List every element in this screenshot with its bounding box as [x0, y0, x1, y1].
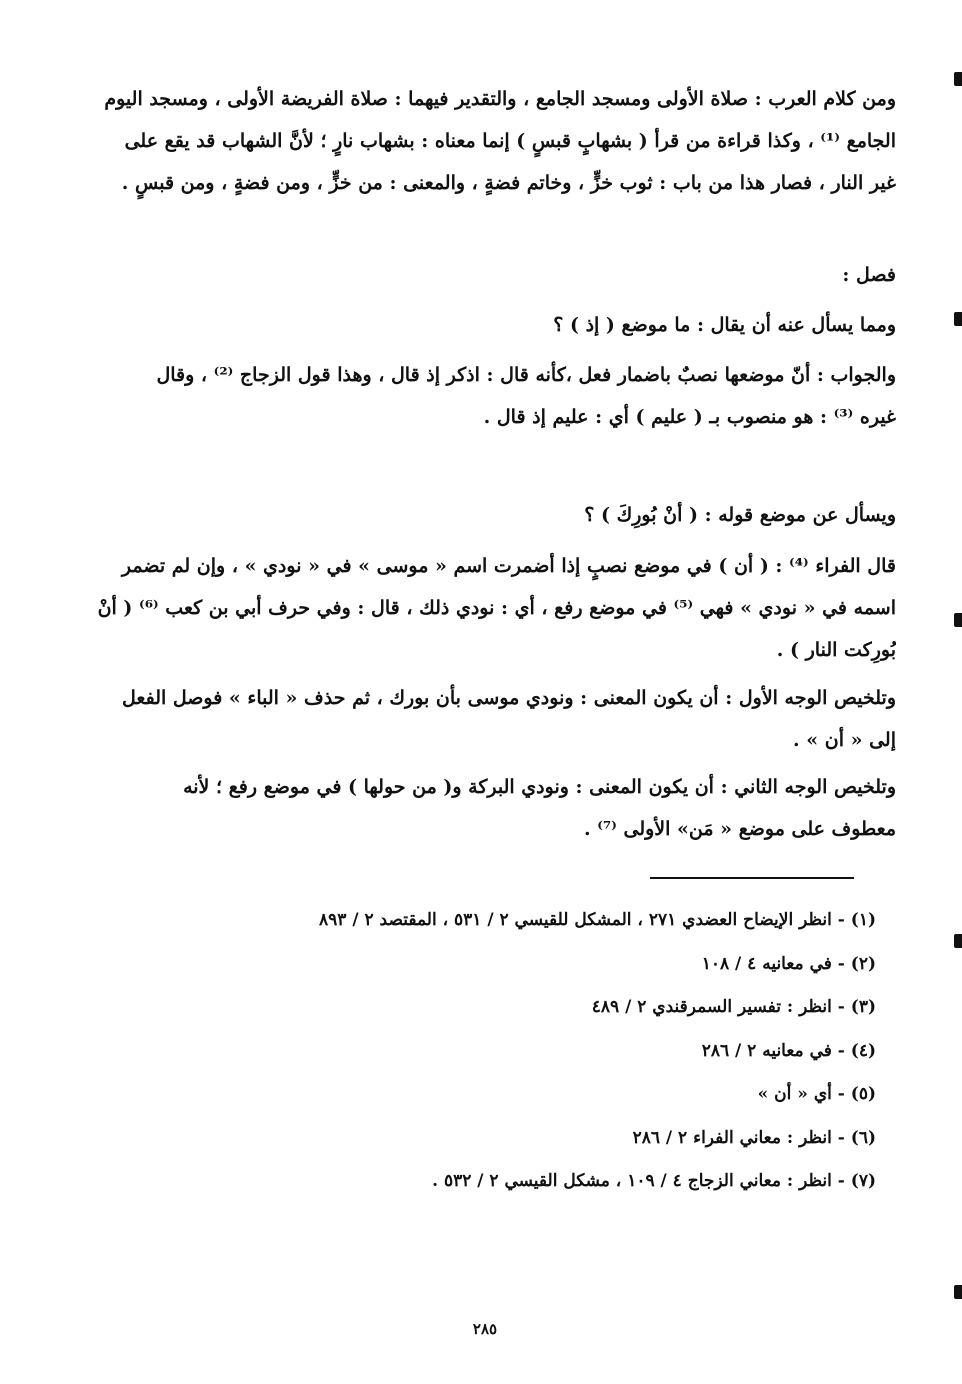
page-number: ٢٨٥ [472, 1320, 498, 1338]
text-line: اسمه في « نودي » فهي ⁽⁵⁾ في موضع رفع ، أي : نودي ذلك ، قال : وفي حرف أبي بن كعب ⁽⁶⁾ ( أنْ [97, 597, 896, 619]
binding-mark [954, 934, 962, 948]
text-line: إلى « أن » . [793, 729, 896, 751]
footnote-2: (٢) - في معانيه ٤ / ١٠٨ [701, 953, 876, 974]
paragraph-second-aspect [78, 766, 896, 850]
footnote-3: (٣) - انظر : تفسير السمرقندي ٢ / ٤٨٩ [591, 997, 876, 1017]
footnote-4: (٤) - في معانيه ٢ / ٢٨٦ [701, 1040, 876, 1061]
text-line: الجامع ⁽¹⁾ ، وكذا قراءة من قرأ ( بشهابٍ قبسٍ ) إنما معناه : بشهاب نارٍ ؛ لأنَّ الشهاب قد يقع على [124, 130, 896, 152]
text-line: فصل : [842, 264, 896, 286]
footnote-6: (٦) - انظر : معاني الفراء ٢ / ٢٨٦ [632, 1127, 876, 1148]
text-line: والجواب : أنّ موضعها نصبٌ باضمار فعل ،كأنه قال : اذكر إذ قال ، وهذا قول الزجاج ⁽²⁾ ، وقال [156, 364, 896, 386]
text-line: معطوف على موضع « مَن» الأولى ⁽⁷⁾ . [583, 818, 896, 840]
footnotes [240, 905, 876, 1210]
footnote-5: (٥) - أي « أن » [757, 1084, 876, 1104]
text-line: غيره ⁽³⁾ : هو منصوب بـ ( عليم ) أي : عليم إذ قال . [483, 406, 896, 428]
paragraph-arab-speech [78, 78, 896, 204]
text-line: بُورِكت النار ) . [776, 639, 896, 661]
text-line: وتلخيص الوجه الأول : أن يكون المعنى : ونودي موسى بأن بورك ، ثم حذف « الباء » فوصل الفعل [122, 687, 896, 709]
binding-mark [954, 312, 962, 326]
text-line: ويسأل عن موضع قوله : ( أنْ بُورِكَ ) ؟ [584, 504, 896, 526]
footnote-divider [650, 877, 854, 879]
text-line: قال الفراء ⁽⁴⁾ : ( أن ) في موضع نصبٍ إذا أضمرت اسم « موسى » في « نودي » ، وإن لم تضمر [121, 555, 896, 577]
text-line: غير النار ، فصار هذا من باب : ثوب خزٍّ ، وخاتم فضةٍ ، والمعنى : من خزٍّ ، ومن فضةٍ ، ومن قبسٍ . [121, 172, 896, 194]
answer-idh [78, 354, 896, 438]
binding-mark [954, 1285, 962, 1299]
footnote-7: (٧) - انظر : معاني الزجاج ٤ / ١٠٩ ، مشكل القيسي ٢ / ٥٣٢ . [432, 1171, 876, 1191]
question-an-burika [78, 494, 896, 536]
section-heading [78, 254, 896, 296]
text-line: ومما يسأل عنه أن يقال : ما موضع ( إذ ) ؟ [553, 314, 896, 336]
binding-mark [954, 613, 962, 627]
question-idh [78, 304, 896, 346]
text-line: وتلخيص الوجه الثاني : أن يكون المعنى : ونودي البركة و( من حولها ) في موضع رفع ؛ لأنه [183, 776, 896, 798]
paragraph-first-aspect [78, 677, 896, 761]
text-line: ومن كلام العرب : صلاة الأولى ومسجد الجامع ، والتقدير فيهما : صلاة الفريضة الأولى ، ومسجد اليوم [104, 88, 896, 110]
paragraph-farra [78, 545, 896, 671]
footnote-1: (١) - انظر الإيضاح العضدي ٢٧١ ، المشكل للقيسي ٢ / ٥٣١ ، المقتصد ٢ / ٨٩٣ [319, 910, 876, 930]
binding-mark [954, 72, 962, 86]
